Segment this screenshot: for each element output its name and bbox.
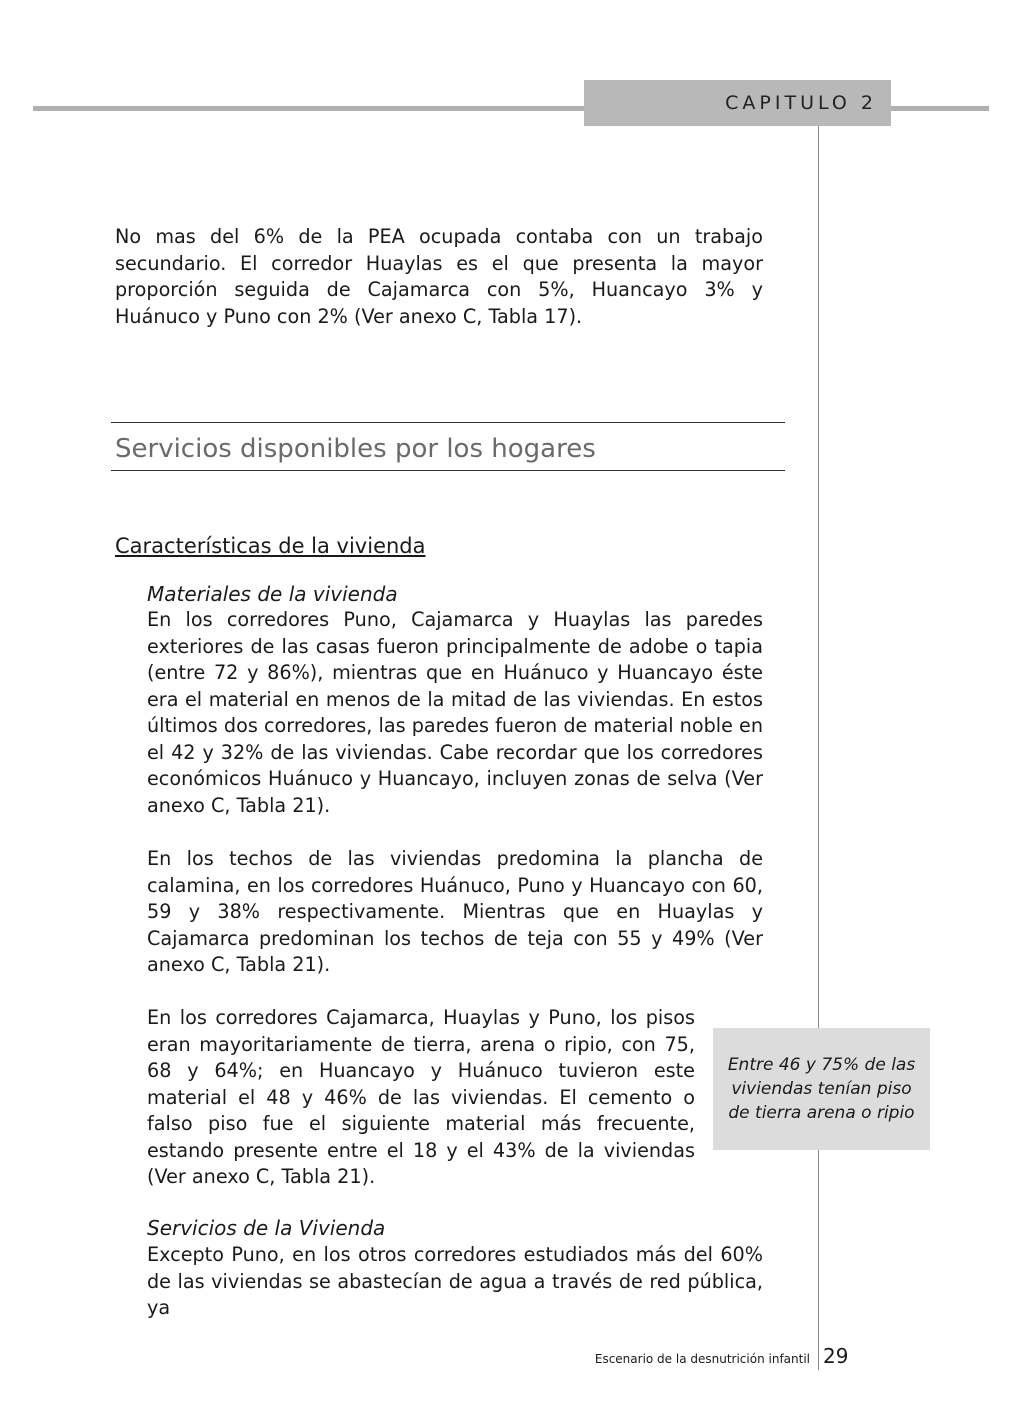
chapter-tab — [584, 80, 891, 126]
floors-paragraph: En los corredores Cajamarca, Huaylas y Puno, los pisos eran mayoritariamente de tierra, arena o ripio, con 75, 68 y 64%; en Huancayo y Huánuco tuvieron este material el 48 y 46% de las viviendas. El cemento o falso piso fue el siguiente material más frecuente, estando presente entre el 18 y el 43% de la viviendas (Ver anexo C, Tabla 21). — [147, 1006, 695, 1188]
roofs-paragraph: En los techos de las viviendas predomina la plancha de calamina, en los corredores Huánuco, Puno y Huancayo con 60, 59 y 38% respectivamente. Mientras que en Huaylas y Cajamarca predominan los techos de teja con 55 y 49% (Ver anexo C, Tabla 21). — [147, 847, 763, 976]
callout-text: Entre 46 y 75% de las viviendas tenían piso de tierra arena o ripio — [727, 1055, 916, 1123]
services-paragraph: Excepto Puno, en los otros corredores estudiados más del 60% de las viviendas se abastecían de agua a través de red pública, ya — [147, 1243, 763, 1319]
footer-title: Escenario de la desnutrición infantil — [594, 1352, 810, 1366]
materials-heading: Materiales de la vivienda — [147, 582, 398, 606]
walls-paragraph: En los corredores Puno, Cajamarca y Huaylas las paredes exteriores de las casas fueron principalmente de adobe o tapia (entre 72 y 86%), mientras que en Huánuco y Huancayo éste era el material en menos de la mitad de las viviendas. En estos últimos dos corredores, las paredes fueron de material noble en el 42 y 32% de las viviendas. Cabe recordar que los corredores económicos Huánuco y Huancayo, incluyen zonas de selva (Ver anexo C, Tabla 21). — [147, 608, 763, 817]
section-rule-top — [111, 422, 785, 423]
margin-rule — [818, 126, 819, 1370]
section-rule-bottom — [111, 470, 785, 471]
callout-box — [713, 1028, 930, 1150]
subsection-title: Características de la vivienda — [115, 534, 426, 558]
page-number: 29 — [823, 1344, 849, 1368]
intro-paragraph: No mas del 6% de la PEA ocupada contaba con un trabajo secundario. El corredor Huaylas es el que presenta la mayor proporción seguida de Cajamarca con 5%, Huancayo 3% y Huánuco y Puno con 2% (Ver anexo C, Tabla 17). — [115, 225, 763, 328]
services-heading: Servicios de la Vivienda — [147, 1216, 386, 1240]
section-title: Servicios disponibles por los hogares — [115, 434, 596, 464]
chapter-label: CAPITULO 2 — [725, 92, 877, 114]
